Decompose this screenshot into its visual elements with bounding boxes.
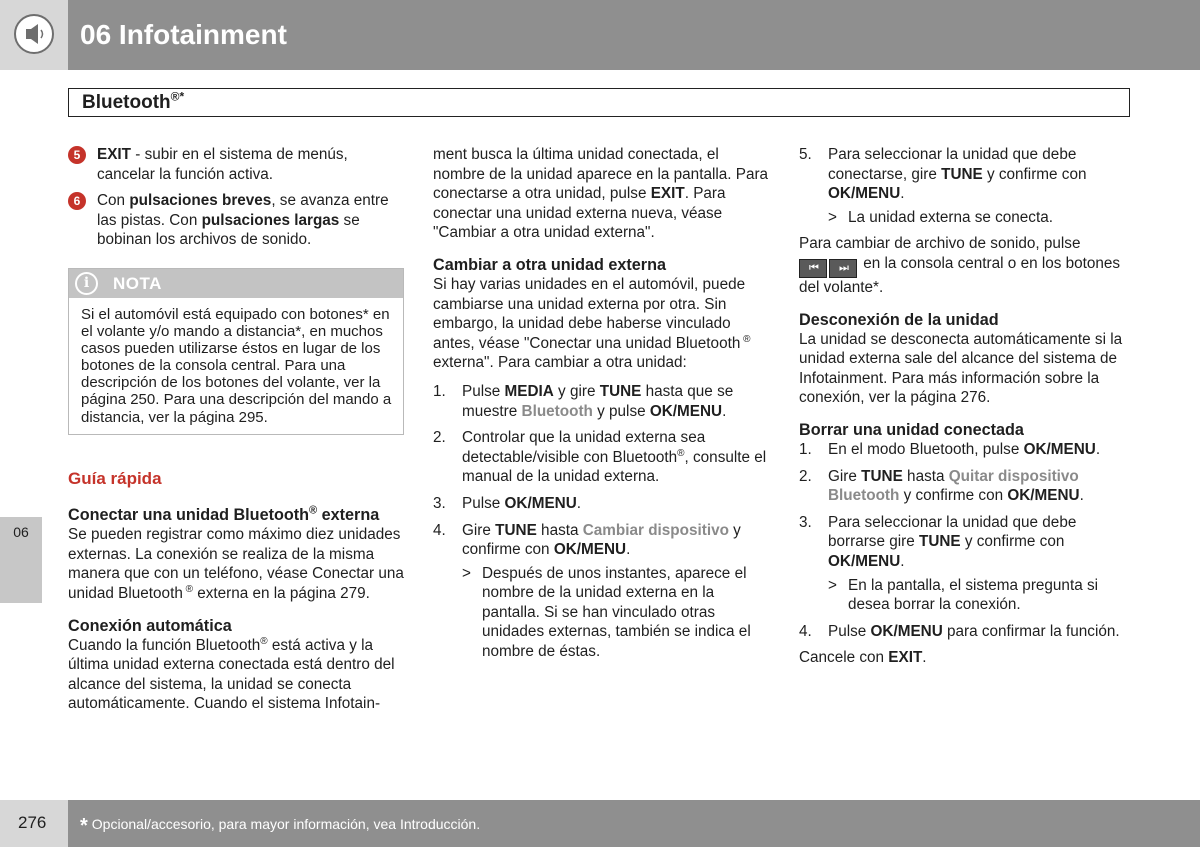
- heading-auto-connect: Conexión automática: [68, 616, 232, 635]
- change-steps-list: [433, 382, 769, 662]
- heading-disconnect: Desconexión de la unidad: [799, 310, 999, 329]
- footer-note: * Opcional/accesorio, para mayor información, vea Introducción.: [80, 815, 481, 837]
- list-item-5: 5 EXIT - subir en el sistema de menús, cancelar la función activa.: [68, 145, 404, 184]
- paragraph-change-file: Para cambiar de archivo de sonido, pulse ⏮ ⏭ en la consola central o en los botones del volante*.: [799, 235, 1121, 296]
- list-item: 4. Pulse OK/MENU para confirmar la función.: [799, 622, 1120, 640]
- paragraph-change-unit: Si hay varias unidades en el automóvil, puede cambiarse una unidad externa por otra. Sin embargo, la unidad debe haberse vinculado antes, véase "Conectar una unidad Bluetooth ® externa". Para cambiar a otra unidad:: [433, 275, 751, 372]
- chapter-title: 06 Infotainment: [80, 19, 287, 50]
- list-item: 1. En el modo Bluetooth, pulse OK/MENU.: [799, 440, 1101, 458]
- paragraph-continued: ment busca la última unidad conectada, el nombre de la unidad aparece en la pantalla. Para conectarse a otra unidad, pulse EXIT. Para conectar una unidad externa nueva, véase "Cambiar a otra unidad externa".: [433, 146, 769, 242]
- paragraph-disconnect: La unidad se desconecta automáticamente si la unidad externa sale del alcance del sistema de Infotainment. Para más información sobre la conexión, ver la página 276.: [799, 330, 1123, 407]
- column-2: [433, 145, 769, 669]
- quick-guide-title: Guía rápida: [68, 468, 162, 488]
- number-badge-6: 6: [68, 192, 86, 210]
- heading-delete-unit: Borrar una unidad conectada: [799, 420, 1024, 439]
- speaker-icon: [14, 14, 54, 54]
- note-text: Si el automóvil está equipado con botones* en el volante y/o mando a distancia*, en muchos casos pueden utilizarse éstos en lugar de los botones de la consola central. Para una descripción de los botones del volante, ver la página 250. Para una descripción del mando a distancia, ver la página 295.: [81, 305, 392, 426]
- result-note: > Después de unos instantes, aparece el nombre de la unidad externa en la pantalla. Si se han vinculado otras unidades externas, también se indica el nombre de éstas.: [462, 564, 751, 661]
- chapter-side-tab-number: 06: [13, 524, 29, 540]
- previous-track-icon: ⏮: [799, 259, 827, 278]
- note-box: [68, 268, 404, 435]
- note-header: [69, 269, 403, 298]
- info-icon: i: [75, 272, 98, 295]
- paragraph-auto-connect: Cuando la función Bluetooth® está activa y la última unidad externa conectada está dentro del alcance del sistema, la unidad se conecta automáticamente. Cuando el sistema Infotain-: [68, 635, 395, 713]
- section-title: Bluetooth®*: [68, 88, 1130, 117]
- column-1: [68, 145, 404, 723]
- column-3: [799, 145, 1135, 677]
- paragraph-connect: Se pueden registrar como máximo diez unidades externas. La conexión se realiza de la misma manera que con un teléfono, véase Conectar una unidad Bluetooth ® externa en la página 279.: [68, 526, 404, 602]
- delete-steps-list: [799, 440, 1135, 641]
- number-badge-5: 5: [68, 146, 86, 164]
- paragraph-cancel: Cancele con EXIT.: [799, 649, 927, 667]
- list-item: 2. Gire TUNE hasta Quitar dispositivo Bluetooth y confirme con OK/MENU.: [799, 467, 1084, 505]
- heading-connect: Conectar una unidad Bluetooth® externa: [68, 504, 380, 525]
- list-item-6: 6 Con pulsaciones breves, se avanza entre las pistas. Con pulsaciones largas se bobinan los archivos de sonido.: [68, 191, 404, 250]
- connect-steps-list: [799, 145, 1135, 227]
- heading-change-unit: Cambiar a otra unidad externa: [433, 255, 666, 274]
- list-item: 1. Pulse MEDIA y gire TUNE hasta que se muestre Bluetooth y pulse OK/MENU.: [433, 382, 734, 420]
- result-note: > La unidad externa se conecta.: [828, 208, 1053, 226]
- list-item: 2. Controlar que la unidad externa sea detectable/visible con Bluetooth®, consulte el manual de la unidad externa.: [433, 429, 767, 486]
- list-item: 5. Para seleccionar la unidad que debe conectarse, gire TUNE y confirme con OK/MENU. > La unidad externa se conecta.: [799, 145, 1135, 227]
- result-note: > En la pantalla, el sistema pregunta si desea borrar la conexión.: [828, 576, 1098, 614]
- list-item: 3. Para seleccionar la unidad que debe borrarse gire TUNE y confirme con OK/MENU. > En la pantalla, el sistema pregunta si desea borrar la conexión.: [799, 513, 1135, 615]
- next-track-icon: ⏭: [829, 259, 857, 278]
- list-item: 4. Gire TUNE hasta Cambiar dispositivo y confirme con OK/MENU. > Después de unos instantes, aparece el nombre de la unidad externa en la pantalla. Si se han vinculado otras unidades externas, también se indica el nombre de éstas.: [433, 521, 769, 662]
- page-number: 276: [18, 813, 47, 832]
- note-title: NOTA: [113, 273, 162, 293]
- list-item: 3. Pulse OK/MENU.: [433, 494, 582, 512]
